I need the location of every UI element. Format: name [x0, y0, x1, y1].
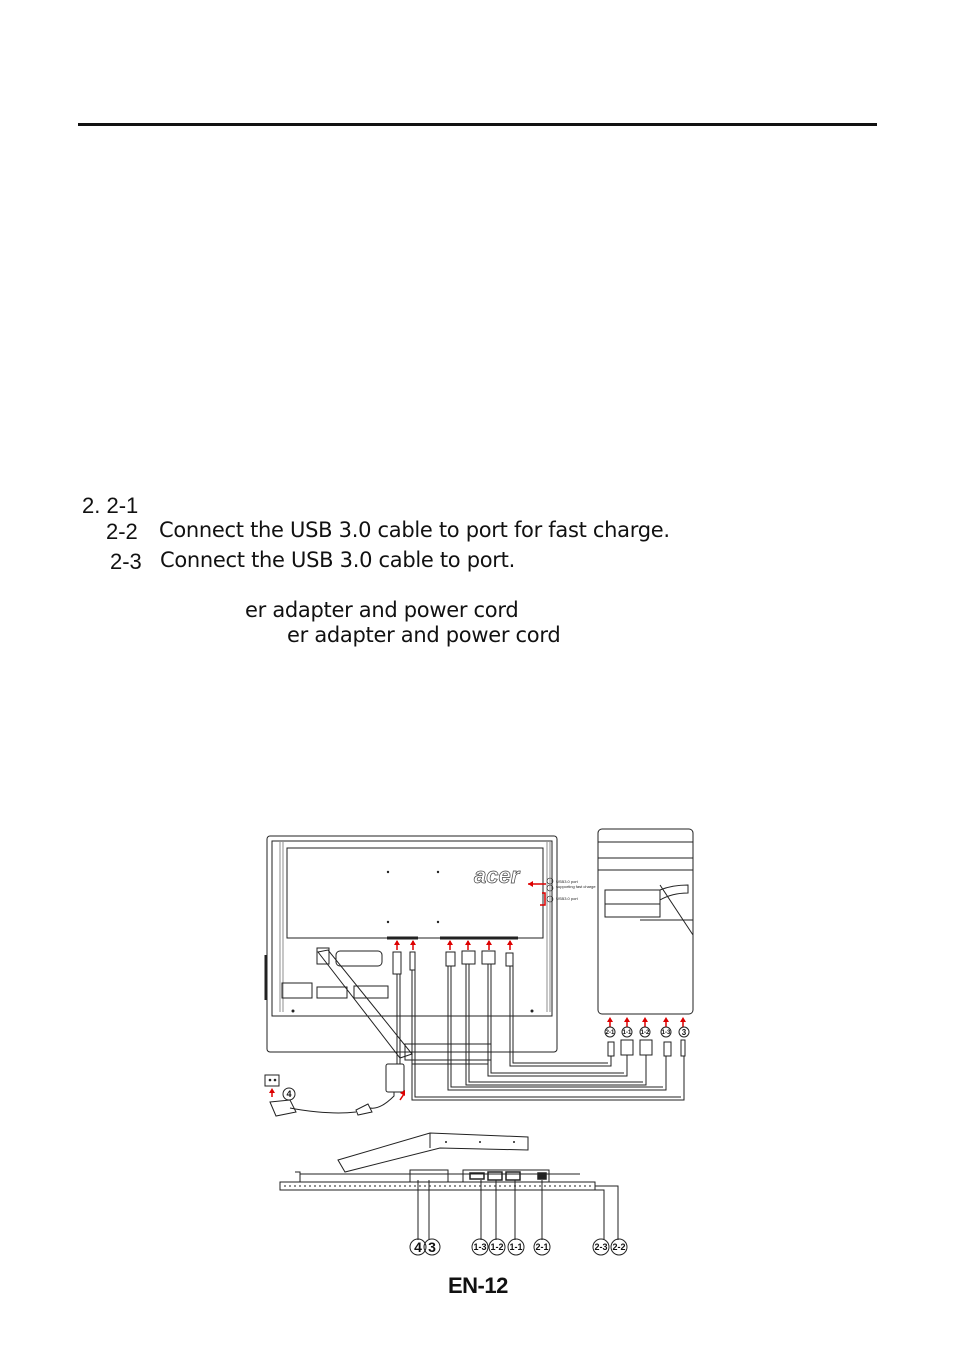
bottom-callout-4: 4	[414, 1239, 422, 1255]
pc-callout-1-1: 1-1	[622, 1030, 632, 1036]
step-2-2-text: Connect the USB 3.0 cable to port for fast charge.	[159, 518, 670, 542]
step-2-1-label: 2. 2-1	[82, 493, 139, 518]
step-2-3-label: 2-3	[110, 549, 142, 574]
power-callout-4: 4	[286, 1089, 292, 1099]
bottom-callout-1-3: 1-3	[473, 1242, 487, 1252]
pc-callouts	[605, 1017, 689, 1056]
acer-logo: acer	[474, 863, 520, 888]
step-2-3-text: Connect the USB 3.0 cable to port.	[160, 548, 515, 572]
wall-outlet	[265, 1075, 295, 1100]
usb-fast-label-2: supporting fast charge	[556, 884, 596, 889]
bottom-callout-2-3: 2-3	[594, 1242, 608, 1252]
usb-port-fast-charge	[528, 878, 596, 891]
usb-port	[540, 893, 579, 905]
step-2-2-label: 2-2	[106, 519, 138, 544]
power-adapter-line-1: er adapter and power cord	[245, 598, 519, 622]
bottom-callout-2-1: 2-1	[535, 1242, 549, 1252]
pc-callout-3: 3	[681, 1028, 687, 1037]
pc-callout-1-3: 1-3	[661, 1030, 671, 1036]
monitor-rear-view	[266, 836, 596, 1064]
bottom-callout-1-1: 1-1	[509, 1242, 523, 1252]
usb-port-label: USB3.0 port	[556, 896, 578, 901]
bottom-callouts	[410, 1239, 627, 1255]
pc-tower	[598, 829, 693, 1014]
pc-callout-2-1: 2-1	[605, 1030, 615, 1036]
page-number: EN-12	[448, 1273, 508, 1298]
power-adapter-line-2: er adapter and power cord	[287, 623, 561, 647]
pc-callout-1-2: 1-2	[640, 1030, 650, 1036]
usb-fast-label-1: USB3.0 port	[556, 879, 578, 884]
bottom-callout-2-2: 2-2	[612, 1242, 626, 1252]
bottom-callout-1-2: 1-2	[490, 1242, 504, 1252]
monitor-bottom-view	[280, 1133, 618, 1240]
bottom-callout-3: 3	[428, 1239, 436, 1255]
